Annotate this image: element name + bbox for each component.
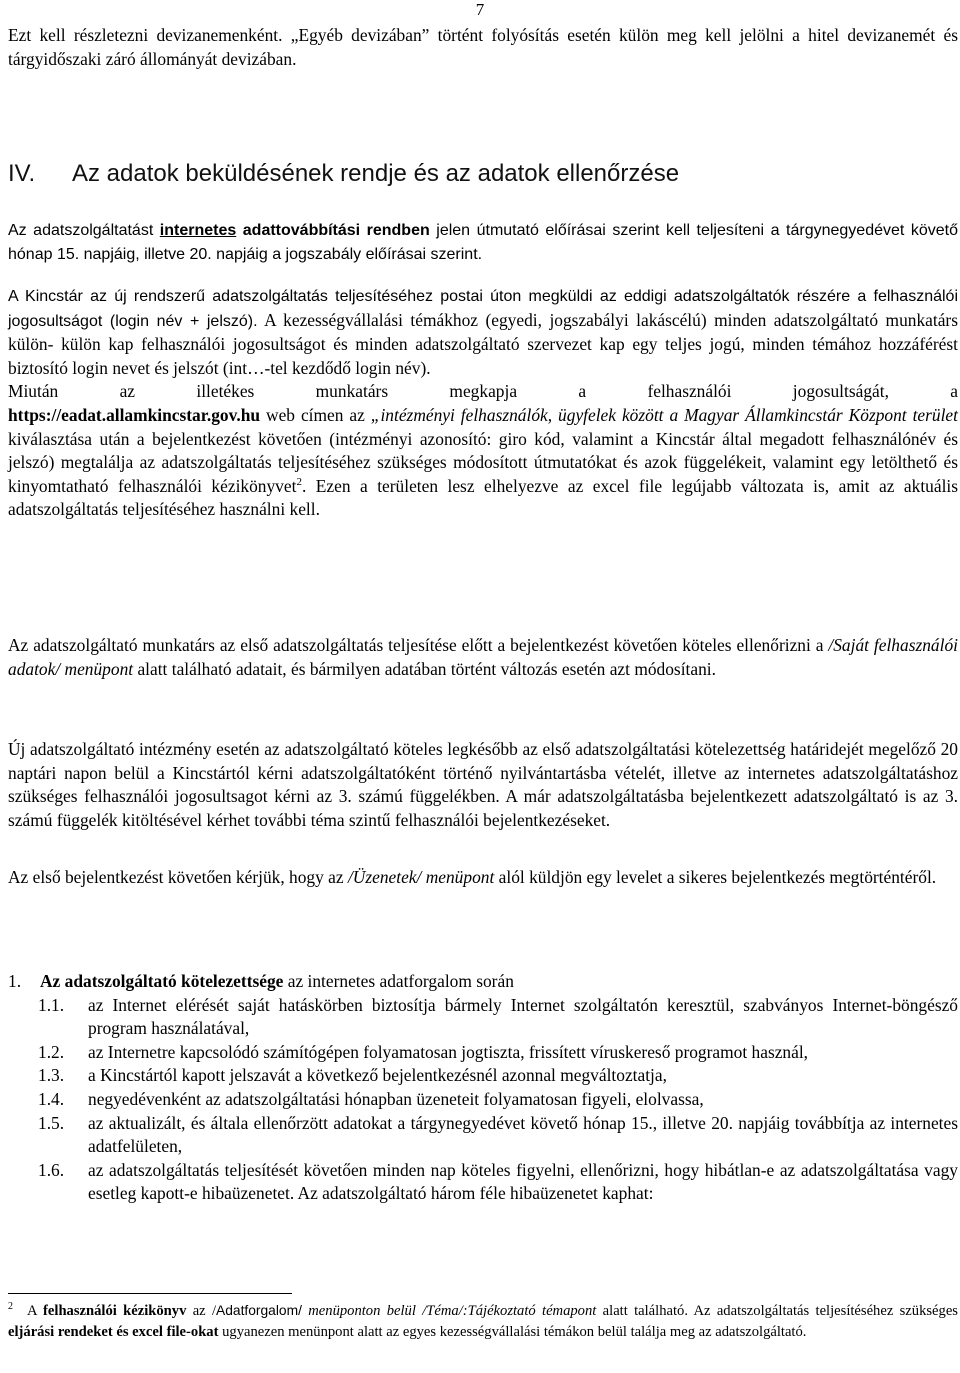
footnote	[8, 1300, 958, 1343]
list-item	[8, 1064, 958, 1088]
section-number: IV.	[8, 160, 36, 187]
section-title: Az adatok beküldésének rendje és az adatok ellenőrzése	[72, 160, 680, 187]
footnote-text-a: A	[27, 1303, 44, 1319]
list-item	[8, 1159, 958, 1206]
p2-text-d: web címen az	[260, 404, 371, 425]
footnote-text-h: ugyanezen menünpont alatt az egyes kezességvállalási témákon belül találja meg az adatszolgáltató.	[218, 1324, 807, 1340]
list-item-number: 1.6.	[38, 1159, 65, 1180]
obligations-list	[8, 970, 958, 1206]
intro-text: Ezt kell részletezni devizanemenként. „Egyéb devizában” történt folyósítás esetén külön meg kell jelölni a hitel devizanemét és tárgyidőszaki záró állományát devizában.	[8, 25, 958, 69]
page-number: 7	[475, 0, 485, 19]
p1-text-d: jelen útmutató előírásai szerint kell teljesíteni a tárgynegyedévet követő hónap 15. napjáig, illetve 20. napjáig a jogszabály előírásai szerint.	[8, 222, 958, 263]
p5-text-c: alól küldjön egy levelet a sikeres bejelentkezés megtörténtéről.	[494, 867, 937, 887]
list-item-text: az aktualizált, és általa ellenőrzött adatokat a tárgynegyedévet követő hónap 15., illetve 20. napjáig továbbítja az internetes adatfelületen,	[88, 1112, 958, 1157]
eadat-link[interactable]: https://eadat.allamkincstar.gov.hu	[8, 404, 261, 425]
list-item-text: az Internet elérését saját hatáskörben biztosítja bármely Internet szolgáltatón keresztül, szabványos Internet-böngésző program használatával,	[88, 994, 958, 1039]
paragraph-4	[8, 738, 958, 832]
p2-text-b: A kezességvállalási témákhoz (egyedi, jogszabályi lakáscélú) minden adatszolgáltató munkatárs külön- külön kap felhasználói jogosultságot és minden adatszolgáltató szervezet kap egy teljes jogú, minden témához hozzáférést biztosító login nevet és jelszót (int…-tel kezdődő login név).	[8, 309, 958, 378]
intro-paragraph	[8, 24, 958, 71]
p3-text-a: Az adatszolgáltató munkatárs az első adatszolgáltatás teljesítése előtt a bejelentkezést követően köteles ellenőrizni a	[8, 635, 829, 655]
p5-text-a: Az első bejelentkezést követően kérjük, hogy az	[8, 867, 348, 887]
footnote-ref[interactable]: 2	[296, 475, 302, 488]
list-item	[8, 1041, 958, 1065]
list-title-bold: Az adatszolgáltató kötelezettsége	[40, 971, 284, 991]
footnote-text-f: alatt található. Az adatszolgáltatás teljesítéséhez szükséges	[596, 1303, 958, 1319]
p2-text-a: A Kincstár az új rendszerű adatszolgáltatás teljesítéséhez postai úton megküldi az eddigi adatszolgáltatók részére a felhasználói jogosultságot (login név + jelszó).	[8, 288, 958, 330]
section-heading	[8, 160, 958, 188]
footnote-bold-kezikonyv: felhasználói kézikönyv	[43, 1303, 187, 1319]
list-item-number: 1.2.	[38, 1041, 65, 1062]
p1-text-a: Az adatszolgáltatást	[8, 222, 160, 239]
paragraph-2	[8, 284, 958, 522]
p1-bold-text: adattovábbítási rendben	[242, 222, 430, 239]
list-item	[8, 1112, 958, 1159]
list-item-number: 1.1.	[38, 994, 65, 1015]
footnote-number: 2	[8, 1301, 13, 1313]
list-number: 1.	[8, 971, 22, 991]
paragraph-1	[8, 219, 958, 266]
p4-text: Új adatszolgáltató intézmény esetén az adatszolgáltató köteles legkésőbb az első adatszolgáltatási kötelezettség határidejét megelőző 20 naptári napon belül a Kincstártól kérni adatszolgáltatóként történő nyilvántartásba vételét, illetve az internetes adatszolgáltatáshoz szükséges felhasználói jogosultsagot kérni az 3. számú függelékben. A már adatszolgáltatásba bejelentkezett adatszolgáltató is az 3. számú függelék kitöltésével kérhet további téma szintű felhasználói bejelentkezéseket.	[8, 739, 958, 830]
sajat-adatok-menu: /Saját felhasználói adatok/ menüpont	[8, 635, 958, 679]
list-item	[8, 1088, 958, 1112]
p2-text-g: . Ezen a területen lesz elhelyezve az excel file legújabb változata is, amit az aktuális adatszolgáltatás teljesítéséhez használni kell.	[8, 475, 958, 520]
list-item-text: a Kincstártól kapott jelszavát a következő bejelentkezésnél azonnal megváltoztatja,	[88, 1065, 667, 1086]
paragraph-3	[8, 634, 958, 681]
footnote-separator	[8, 1293, 292, 1294]
p3-text-c: alatt található adatait, és bármilyen adatában történt változás esetén azt módosítani.	[133, 658, 716, 679]
list-heading	[8, 970, 958, 994]
list-item-text: az adatszolgáltatás teljesítését követően minden nap köteles figyelni, ellenőrizni, hogy hibátlan-e az adatszolgáltatása vagy esetleg kapott-e hibaüzenetet. Az adatszolgáltató három féle hibaüzenetet kaphat:	[88, 1159, 958, 1204]
p2-text-c: Miután az illetékes munkatárs megkapja a felhasználói jogosultságát, a	[8, 381, 958, 402]
list-title-rest: az internetes adatforgalom során	[283, 971, 514, 991]
footnote-menu-name: Adatforgalom/	[216, 1303, 302, 1318]
uzenetek-menu: /Üzenetek/ menüpont	[347, 867, 495, 887]
list-item-text: az Internetre kapcsolódó számítógépen folyamatosan jogtiszta, frissített víruskereső programot használ,	[88, 1041, 809, 1062]
footnote-bold-procedures: eljárási rendeket és excel file-okat	[8, 1324, 219, 1340]
list-item	[8, 994, 958, 1041]
list-item-number: 1.3.	[38, 1065, 65, 1086]
footnote-text-c: az /	[186, 1303, 217, 1319]
internetes-emphasis: internetes	[159, 222, 237, 239]
footnote-italic-path: menüponton belül /Téma/:Tájékoztató témapont	[301, 1303, 597, 1319]
p2-italic-area: „intézményi felhasználók, ügyfelek között a Magyar Államkincstár Központ terület	[370, 404, 958, 425]
list-item-number: 1.4.	[38, 1088, 65, 1109]
p2-text-f: kiválasztása után a bejelentkezést követően (intézményi azonosító: giro kód, valamint a Kincstár által megadott felhasználónév és jelszó) megtalálja az adatszolgáltatás teljesítéséhez szükséges módosított útmutatókat és azok függelékeit, valamint egy letölthető és kinyomtatható felhasználói kézikönyvet	[8, 428, 958, 496]
list-item-number: 1.5.	[38, 1112, 65, 1133]
list-item-text: negyedévenként az adatszolgáltatási hónapban üzeneteit folyamatosan figyeli, elolvassa,	[88, 1088, 704, 1109]
paragraph-5	[8, 866, 958, 890]
